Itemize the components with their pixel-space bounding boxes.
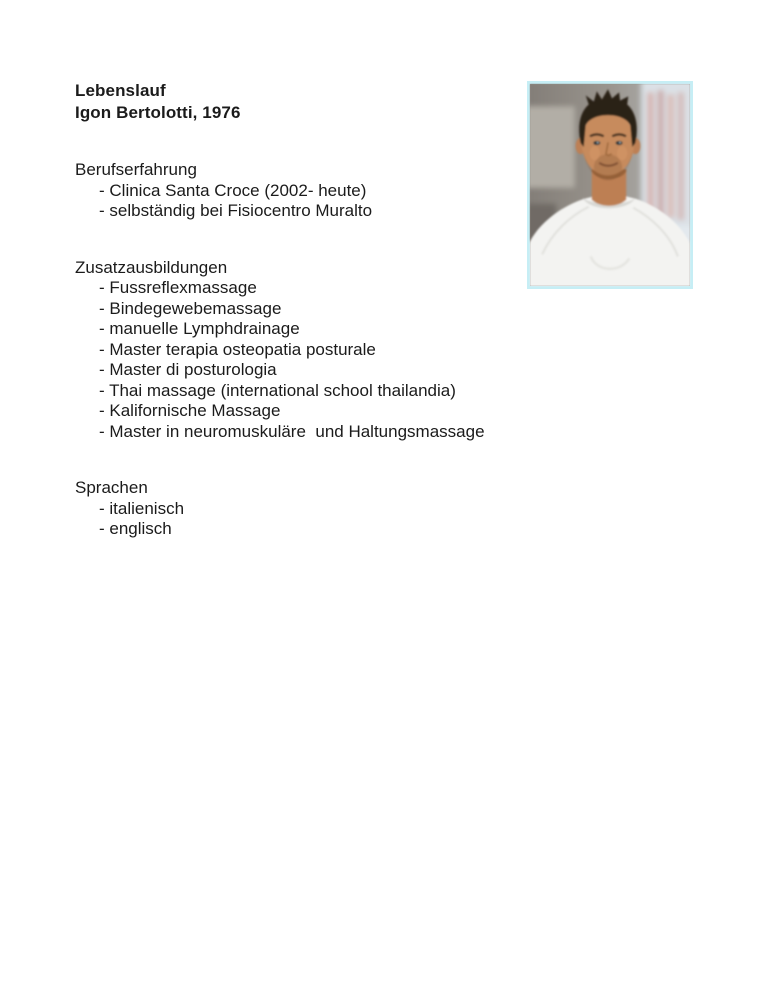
- list-item: - Bindegewebemassage: [99, 298, 282, 318]
- section-zusatzausbildungen: [75, 258, 545, 443]
- list-item: - Thai massage (international school thailandia): [99, 380, 456, 400]
- list-item: - Fussreflexmassage: [99, 278, 257, 297]
- portrait-photo-illustration: [530, 84, 690, 286]
- document-title: [75, 80, 545, 124]
- portrait-photo: [527, 81, 693, 289]
- section-heading: Sprachen: [75, 478, 148, 497]
- list-item: - italienisch: [99, 498, 185, 518]
- section-heading: Berufserfahrung: [75, 160, 197, 179]
- section-berufserfahrung: [75, 160, 545, 222]
- section-sprachen: [75, 478, 545, 540]
- list-item: - selbständig bei Fisiocentro Muralto: [99, 201, 373, 220]
- title-line-2: Igon Bertolotti, 1976: [75, 103, 241, 122]
- section-heading: Zusatzausbildungen: [75, 257, 228, 277]
- cv-text-column: [75, 80, 545, 540]
- list-item: - Master di posturologia: [99, 360, 277, 379]
- list-item: - Master terapia osteopatia posturale: [99, 339, 376, 359]
- list-item: - Master in neuromuskuläre und Haltungsmassage: [99, 421, 485, 441]
- title-line-1: Lebenslauf: [75, 81, 166, 100]
- list-item: - englisch: [99, 519, 172, 538]
- list-item: - Kalifornische Massage: [99, 401, 281, 420]
- list-item: - manuelle Lymphdrainage: [99, 319, 300, 338]
- list-item: - Clinica Santa Croce (2002- heute): [99, 180, 367, 200]
